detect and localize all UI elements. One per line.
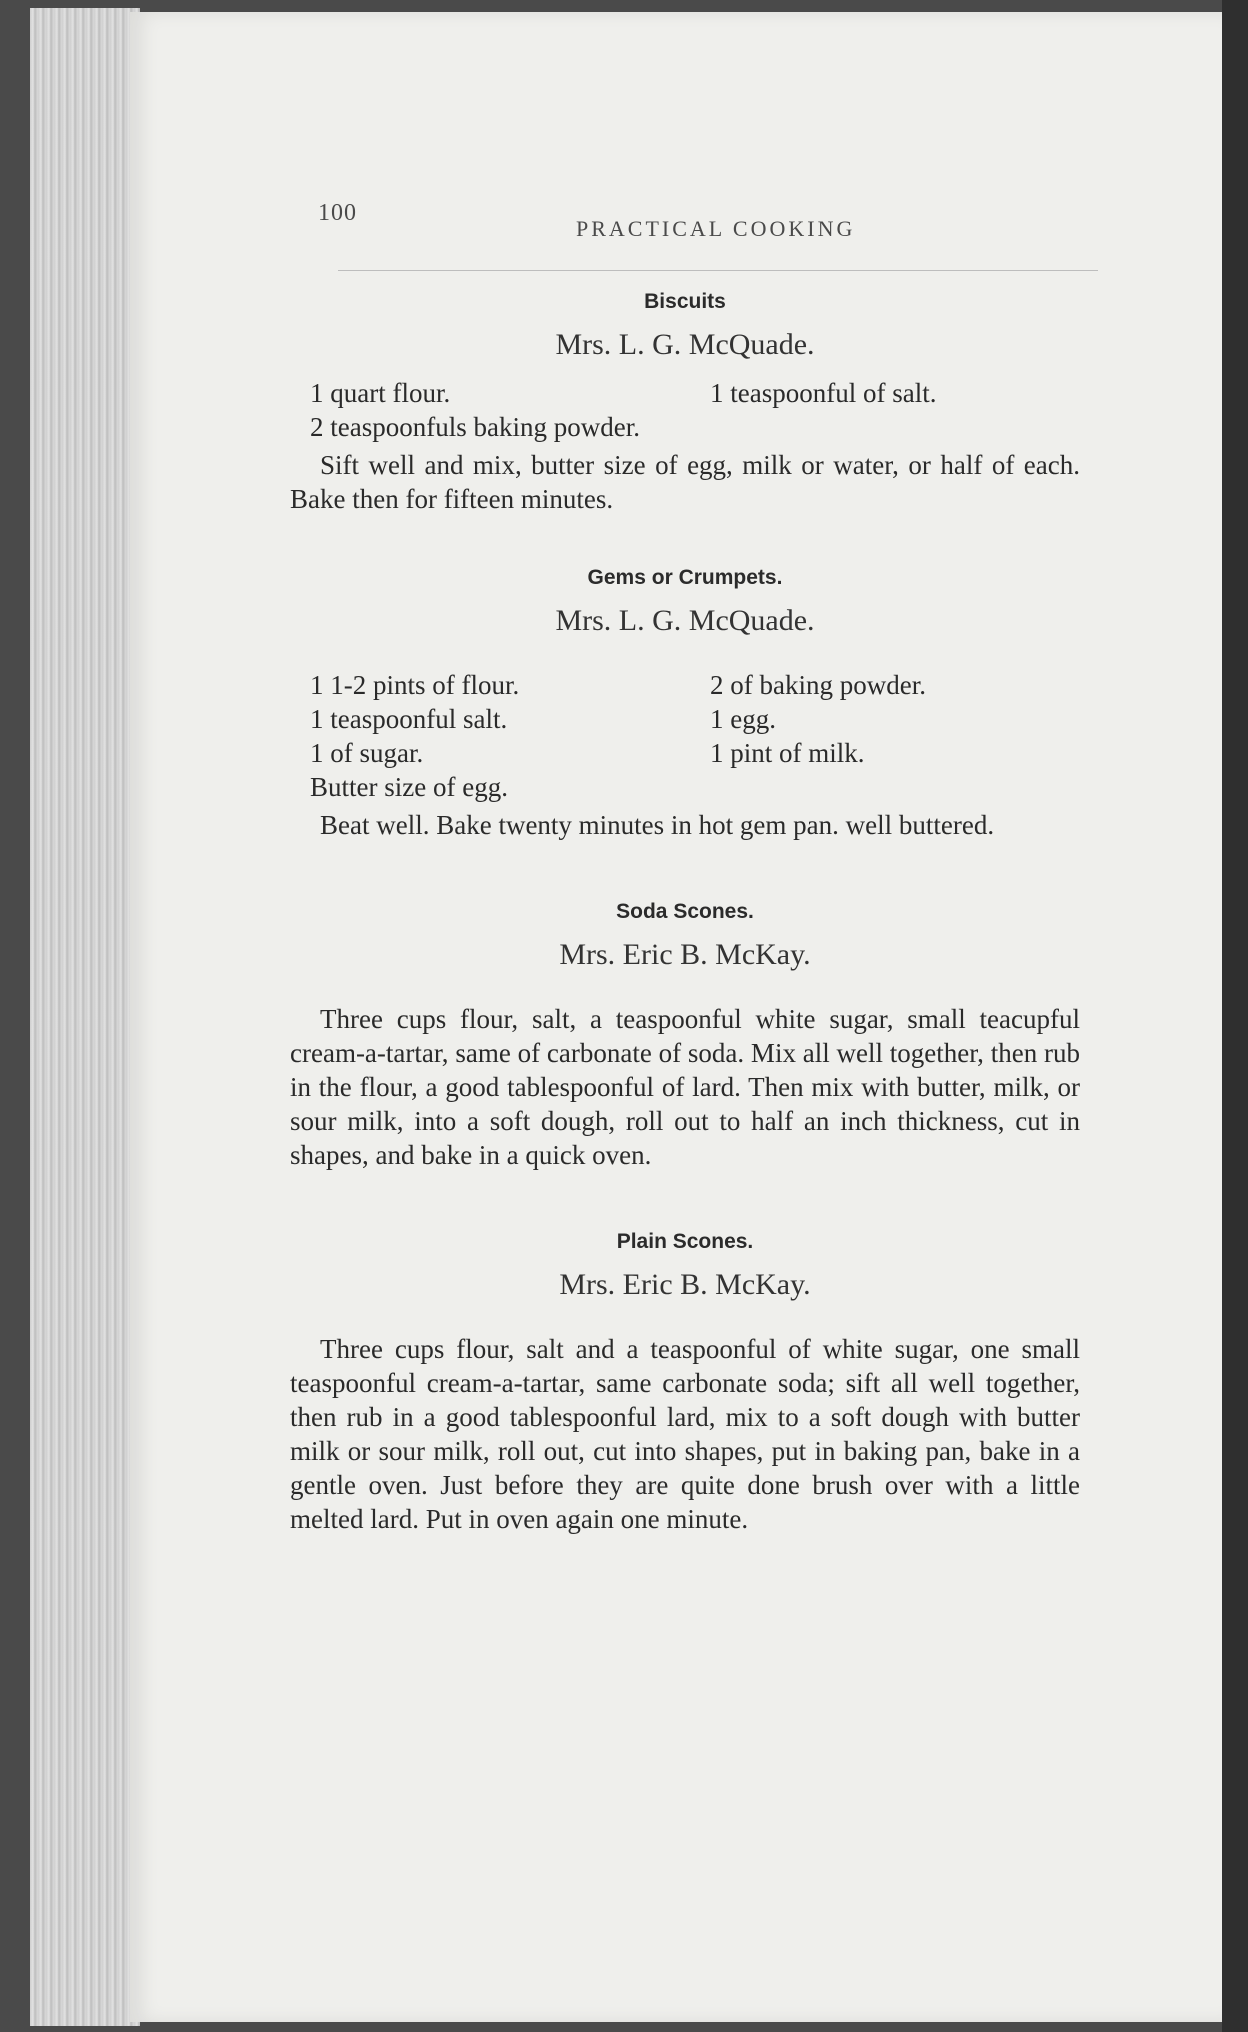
recipe-biscuits bbox=[290, 290, 1080, 516]
recipe-directions: Three cups flour, salt and a teaspoonful of white sugar, one small teaspoonful cream-a-tartar, same carbonate soda; sift all well together, then rub in a good tablespoonful lard, mix to a soft dough with butter milk or sour milk, roll out, cut into shapes, put in baking pan, bake in a gentle oven. Just before they are quite done brush over with a little melted lard. Put in oven again one minute. bbox=[290, 1334, 1080, 1534]
page-content bbox=[290, 290, 1080, 1536]
ingredient bbox=[710, 410, 1090, 444]
recipe-contributor: Mrs. L. G. McQuade. bbox=[555, 604, 815, 637]
ingredient: 2 teaspoonfuls baking powder. bbox=[310, 412, 640, 442]
recipe-title: Gems or Crumpets. bbox=[587, 566, 783, 589]
ingredient: 1 of sugar. bbox=[310, 738, 424, 768]
recipe-directions: Sift well and mix, butter size of egg, milk or water, or half of each. Bake then for fifteen minutes. bbox=[290, 450, 1080, 514]
header-rule bbox=[338, 270, 1098, 271]
recipe-gems-or-crumpets bbox=[290, 566, 1080, 842]
recipe-plain-scones bbox=[290, 1230, 1080, 1536]
ingredient-list bbox=[290, 376, 1080, 444]
ingredient: 1 egg. bbox=[710, 704, 776, 734]
recipe-contributor: Mrs. L. G. McQuade. bbox=[555, 328, 815, 361]
ingredient-list bbox=[290, 668, 1080, 804]
ingredient bbox=[710, 770, 1090, 804]
scan-border bbox=[1222, 0, 1248, 2032]
ingredient: 1 1-2 pints of flour. bbox=[310, 670, 520, 700]
recipe-title: Biscuits bbox=[644, 290, 726, 313]
ingredient: Butter size of egg. bbox=[310, 772, 508, 802]
ingredient: 2 of baking powder. bbox=[710, 670, 926, 700]
ingredient: 1 pint of milk. bbox=[710, 738, 865, 768]
running-title: PRACTICAL COOKING bbox=[576, 216, 856, 241]
recipe-title: Plain Scones. bbox=[616, 1230, 754, 1253]
recipe-contributor: Mrs. Eric B. McKay. bbox=[559, 1268, 811, 1301]
ingredient: 1 quart flour. bbox=[310, 378, 451, 408]
recipe-contributor: Mrs. Eric B. McKay. bbox=[559, 938, 811, 971]
ingredient: 1 teaspoonful of salt. bbox=[710, 378, 937, 408]
ingredient: 1 teaspoonful salt. bbox=[310, 704, 508, 734]
recipe-title: Soda Scones. bbox=[616, 900, 754, 923]
recipe-soda-scones bbox=[290, 900, 1080, 1172]
book-page-edges bbox=[30, 8, 140, 2026]
recipe-directions: Three cups flour, salt, a teaspoonful white sugar, small teacupful cream-a-tartar, same of carbonate of soda. Mix all well together, then rub in the flour, a good tablespoonful of lard. Then mix with butter, milk, or sour milk, into a soft dough, roll out to half an inch thickness, cut in shapes, and bake in a quick oven. bbox=[290, 1004, 1080, 1170]
recipe-directions: Beat well. Bake twenty minutes in hot gem pan. well buttered. bbox=[320, 810, 995, 840]
page-number: 100 bbox=[318, 200, 357, 226]
